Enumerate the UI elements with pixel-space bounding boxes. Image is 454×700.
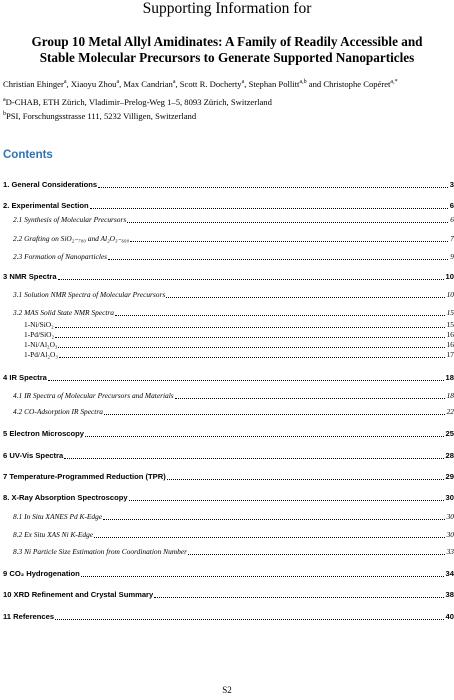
toc-entry-label: 8. X-Ray Absorption Spectroscopy bbox=[3, 493, 128, 502]
author-name: Xiaoyu Zhou bbox=[70, 79, 117, 89]
toc-section-entry[interactable] bbox=[3, 610, 454, 622]
author-name: Max Candrian bbox=[123, 79, 173, 89]
toc-dot-leader bbox=[48, 379, 444, 381]
contents-heading: Contents bbox=[3, 149, 53, 161]
toc-entry-page: 10 bbox=[445, 272, 454, 281]
toc-entry-label: 8.1 In Situ XANES Pd K-Edge bbox=[13, 512, 103, 521]
toc-entry-page: 30 bbox=[446, 530, 454, 539]
toc-dot-leader bbox=[85, 435, 444, 437]
affiliation-b bbox=[3, 111, 196, 122]
toc-entry-page: 15 bbox=[446, 308, 454, 317]
toc-dot-leader bbox=[58, 278, 444, 280]
page-number: S2 bbox=[222, 685, 232, 695]
toc-dot-leader bbox=[55, 618, 443, 620]
affiliation-text: PSI, Forschungsstrasse 111, 5232 Villigen, Switzerland bbox=[6, 111, 197, 121]
toc-entry-label: 10 XRD Refinement and Crystal Summary bbox=[3, 590, 154, 599]
toc-entry-label: 2.2 Grafting on SiO₂₋₇₀₀ and Al₂O₃₋₆₀₀ bbox=[13, 234, 130, 243]
toc-subsection-entry[interactable] bbox=[13, 288, 454, 300]
toc-entry-label: 1-Pd/Al₂O₃ bbox=[24, 350, 58, 359]
toc-dot-leader bbox=[166, 296, 444, 298]
author-affiliation-mark: a,* bbox=[390, 79, 398, 86]
author-affiliation-mark: a bbox=[241, 79, 245, 86]
toc-section-entry[interactable] bbox=[3, 567, 454, 579]
toc-entry-label: 6 UV-Vis Spectra bbox=[3, 451, 64, 460]
toc-entry-page: 22 bbox=[446, 407, 454, 416]
toc-entry-page: 25 bbox=[445, 429, 454, 438]
toc-entry-label: 8.3 Ni Particle Size Estimation from Coordination Number bbox=[13, 547, 187, 556]
toc-section-entry[interactable] bbox=[3, 199, 454, 211]
toc-entry-page: 10 bbox=[446, 290, 454, 299]
toc-subsubsection-entry[interactable] bbox=[24, 348, 454, 360]
toc-entry-page: 38 bbox=[445, 590, 454, 599]
toc-entry-label: 8.2 Ex Situ XAS Ni K-Edge bbox=[13, 530, 94, 539]
toc-dot-leader bbox=[108, 258, 448, 260]
author-name: Scott R. Docherty bbox=[179, 79, 242, 89]
toc-entry-label: 2.3 Formation of Nanoparticles bbox=[13, 252, 108, 261]
toc-subsection-entry[interactable] bbox=[13, 306, 454, 318]
toc-subsection-entry[interactable] bbox=[13, 213, 454, 225]
toc-section-entry[interactable] bbox=[3, 270, 454, 282]
toc-section-entry[interactable] bbox=[3, 588, 454, 600]
affiliation-mark: b bbox=[3, 111, 6, 118]
author-name: Christophe Copéret bbox=[323, 79, 391, 89]
paper-title-line-1: Group 10 Metal Allyl Amidinates: A Family of Readily Accessible and bbox=[31, 34, 423, 49]
toc-entry-page: 17 bbox=[446, 350, 454, 359]
toc-entry-label: 3 NMR Spectra bbox=[3, 272, 57, 281]
toc-subsection-entry[interactable] bbox=[13, 528, 454, 540]
affiliation-text: D-CHAB, ETH Zürich, Vladimir–Prelog-Weg 1–5, 8093 Zürich, Switzerland bbox=[5, 97, 272, 107]
affiliation-a bbox=[3, 97, 272, 108]
toc-dot-leader bbox=[127, 221, 448, 223]
toc-entry-page: 29 bbox=[445, 472, 454, 481]
toc-dot-leader bbox=[188, 553, 445, 555]
affiliation-mark: a bbox=[3, 97, 6, 104]
supporting-info-label: Supporting Information for bbox=[142, 0, 312, 17]
toc-entry-label: 1. General Considerations bbox=[3, 180, 98, 189]
toc-subsection-entry[interactable] bbox=[13, 405, 454, 417]
toc-entry-label: 2. Experimental Section bbox=[3, 201, 89, 210]
toc-entry-page: 28 bbox=[445, 451, 454, 460]
toc-entry-page: 9 bbox=[450, 252, 454, 261]
toc-entry-label: 4 IR Spectra bbox=[3, 373, 47, 382]
toc-section-entry[interactable] bbox=[3, 470, 454, 482]
toc-dot-leader bbox=[104, 413, 445, 415]
toc-dot-leader bbox=[81, 575, 444, 577]
toc-entry-page: 6 bbox=[449, 201, 454, 210]
toc-dot-leader bbox=[103, 518, 445, 520]
toc-entry-page: 34 bbox=[445, 569, 454, 578]
author-list: Christian Ehinger$^a$, Xiaoyu Zhou$^a$, Max Candrian$^a$, Scott R. Docherty$^a$, Stephan Pollitt$^{a,b}$ and Christophe Copéret$^{a,*}$ bbox=[3, 79, 398, 89]
toc-dot-leader bbox=[64, 457, 443, 459]
toc-section-entry[interactable] bbox=[3, 449, 454, 461]
toc-entry-label: 1-Ni/SiO₂ bbox=[24, 320, 54, 329]
toc-dot-leader bbox=[130, 240, 448, 242]
toc-entry-label: 2.1 Synthesis of Molecular Precursors bbox=[13, 215, 127, 224]
toc-section-entry[interactable] bbox=[3, 178, 454, 190]
toc-dot-leader bbox=[129, 499, 444, 501]
toc-entry-page: 7 bbox=[450, 234, 454, 243]
toc-entry-page: 33 bbox=[446, 547, 454, 556]
toc-dot-leader bbox=[90, 207, 448, 209]
toc-entry-label: 3.1 Solution NMR Spectra of Molecular Precursors bbox=[13, 290, 166, 299]
toc-entry-page: 15 bbox=[446, 320, 454, 329]
toc-dot-leader bbox=[167, 478, 444, 480]
toc-subsection-entry[interactable] bbox=[13, 250, 454, 262]
author-affiliation-mark: a,b bbox=[299, 79, 307, 86]
toc-entry-page: 16 bbox=[446, 330, 454, 339]
toc-dot-leader bbox=[98, 186, 448, 188]
toc-entry-page: 30 bbox=[446, 512, 454, 521]
toc-entry-label: 11 References bbox=[3, 612, 55, 621]
author-name: Stephan Pollitt bbox=[248, 79, 300, 89]
toc-subsection-entry[interactable] bbox=[13, 510, 454, 522]
toc-dot-leader bbox=[175, 397, 445, 399]
toc-entry-label: 1-Pd/SiO₂ bbox=[24, 330, 55, 339]
toc-dot-leader bbox=[94, 536, 445, 538]
toc-entry-page: 40 bbox=[445, 612, 454, 621]
toc-subsection-entry[interactable] bbox=[13, 389, 454, 401]
toc-dot-leader bbox=[59, 356, 445, 358]
toc-entry-label: 7 Temperature-Programmed Reduction (TPR) bbox=[3, 472, 166, 481]
paper-title-line-2: Stable Molecular Precursors to Generate Supported Nanoparticles bbox=[39, 50, 415, 65]
toc-entry-page: 18 bbox=[445, 373, 454, 382]
author-affiliation-mark: a bbox=[63, 79, 67, 86]
toc-entry-page: 6 bbox=[450, 215, 454, 224]
toc-section-entry[interactable] bbox=[3, 371, 454, 383]
toc-entry-page: 3 bbox=[449, 180, 454, 189]
toc-entry-page: 18 bbox=[446, 391, 454, 400]
toc-entry-page: 16 bbox=[446, 340, 454, 349]
author-affiliation-mark: a bbox=[172, 79, 176, 86]
toc-entry-label: 5 Electron Microscopy bbox=[3, 429, 85, 438]
author-name: Christian Ehinger bbox=[3, 79, 64, 89]
toc-section-entry[interactable] bbox=[3, 427, 454, 439]
toc-subsection-entry[interactable] bbox=[13, 545, 454, 557]
authors-and: and bbox=[308, 79, 322, 89]
toc-dot-leader bbox=[115, 314, 445, 316]
toc-entry-label: 9 CO₂ Hydrogenation bbox=[3, 569, 80, 578]
toc-entry-label: 4.2 CO-Adsorption IR Spectra bbox=[13, 407, 103, 416]
paper-title bbox=[4, 34, 450, 66]
toc-section-entry[interactable] bbox=[3, 491, 454, 503]
toc-entry-label: 4.1 IR Spectra of Molecular Precursors and Materials bbox=[13, 391, 174, 400]
toc-entry-page: 30 bbox=[445, 493, 454, 502]
toc-subsection-entry[interactable] bbox=[13, 232, 454, 244]
toc-entry-label: 1-Ni/Al₂O₃ bbox=[24, 340, 58, 349]
author-affiliation-mark: a bbox=[116, 79, 120, 86]
toc-entry-label: 3.2 MAS Solid State NMR Spectra bbox=[13, 308, 114, 317]
toc-dot-leader bbox=[154, 596, 443, 598]
